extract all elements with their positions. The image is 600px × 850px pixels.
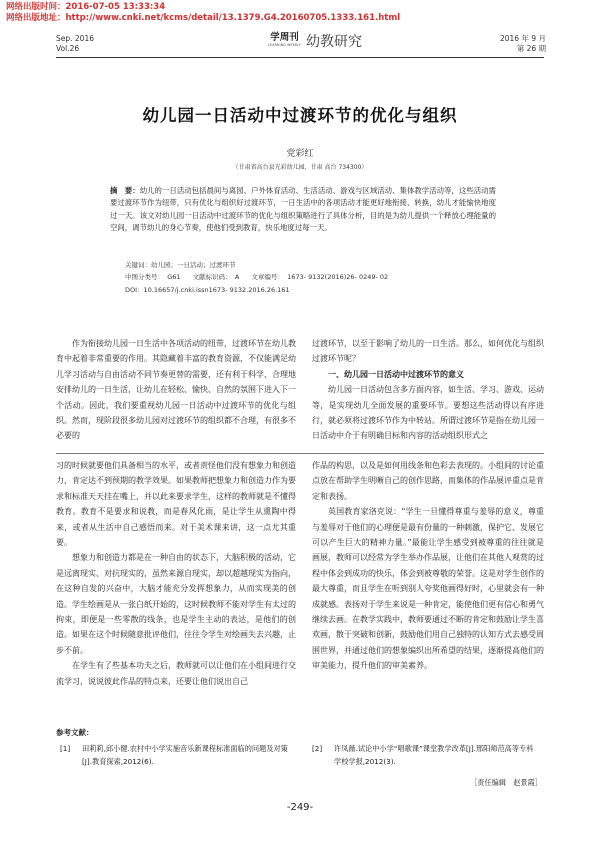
journal-brand: 学周刊 bbox=[270, 32, 299, 43]
journal-brand-sub: LEARNING WEEKLY bbox=[268, 43, 301, 47]
prev-article-col2 bbox=[312, 458, 544, 674]
abstract bbox=[110, 185, 496, 234]
header-issue-left bbox=[56, 34, 94, 53]
section-heading: 一、幼儿园一日活动中过渡环节的意义 bbox=[328, 369, 464, 379]
reference-number: [1] bbox=[60, 744, 71, 753]
body-paragraph: 过渡环节，以至于影响了幼儿的一日生活。那么，如何优化与组织过渡环节呢？ bbox=[312, 339, 544, 364]
header-issue-right bbox=[500, 34, 546, 53]
doi: DOI：10.16657/j.cnki.issn1673- 9132.2016.26.161 bbox=[125, 285, 290, 294]
reference-item bbox=[312, 742, 538, 768]
header-date-cn: 2016 年 9 月 bbox=[499, 34, 546, 43]
article-title: 幼儿园一日活动中过渡环节的优化与组织 bbox=[142, 106, 458, 125]
header-volume: Vol.26 bbox=[56, 43, 80, 53]
body-paragraph: 作为衔接幼儿园一日生活中各项活动的纽带，过渡环节在幼儿教育中起着非常重要的作用。其隐藏着丰富的教育资源，不仅能满足幼儿学习活动与自由活动不同节奏更替的需要，还有利于科学、合理地安排幼儿的一日生活，让幼儿在轻松、愉快、自然的氛围下进入下一个活动。因此，我们要重视幼儿园一日活动中过渡环节的优化与组织。然而，现阶段很多幼儿园对过渡环节的组织都不合理，有很多不必要的 bbox=[56, 339, 296, 441]
publish-time: 网络出版时间：2016-07-05 13:33:34 bbox=[6, 2, 166, 12]
classification-line bbox=[125, 271, 505, 283]
body-paragraph: 作品的构思，以及是如何用线条和色彩去表现的。小组间的讨论重点放在帮助学生明晰自己的创作思路，而集体的作品展评重点是肯定和表扬。 bbox=[312, 461, 544, 501]
abstract-label: 摘 要： bbox=[110, 186, 140, 195]
article-separator bbox=[56, 453, 544, 454]
body-paragraph: 习的时候就要他们具备相当的水平，或者责怪他们没有想象力和创造力，肯定达不到预期的教学效果。如果教师把想象力和创造力作为要求和标准天天挂在嘴上，并以此来要求学生，这样的教师就是不懂得教育。教育不是要求和说教，而是春风化雨，是让学生从熏陶中得来，或者从生活中自己感悟而来。对于美术课来讲，这一点尤其重要。 bbox=[56, 461, 296, 548]
journal-masthead bbox=[268, 32, 362, 52]
body-paragraph: 英国教育家洛克说：“学生一旦懂得尊重与羞辱的意义，尊重与羞辱对于他们的心理便是最有份量的一种刺激，保护它、发展它可以产生巨大的精神力量。”最能让学生感受到被尊重的往往就是画展，教师可以经常为学生举办作品展，让他们在其他人观赏的过程中体会到成功的快乐，体会到被尊敬的荣誉。这是对学生创作的最大尊重，而且学生在听到别人夸奖他画得好时，心里就会有一种成就感。表扬对于学生来说是一种肯定，能使他们更有信心和勇气继续去画。在教学实践中，教师要通过不断的肯定和鼓励让学生喜欢画，散于突破和创新，鼓励他们用自己独特的认知方式去感受周围世界，并通过他们的想象编织出所希望的结果，逐渐提高他们的审美能力，提升他们的审美素养。 bbox=[312, 507, 544, 671]
section-name: 幼教研究 bbox=[305, 34, 362, 50]
body-paragraph: 在学生有了些基本功夫之后，教师就可以让他们在小组间进行交流学习，说说彼此作品的特点来，还要让他们说出自己 bbox=[56, 661, 296, 686]
article-author: 党彩红 bbox=[286, 149, 314, 159]
header-issue-no: 第 26 期 bbox=[516, 43, 546, 53]
article-body-col2 bbox=[312, 336, 544, 444]
document-code: 文献标识码： A bbox=[192, 273, 240, 282]
responsible-editor: ［责任编辑 赵景霞］ bbox=[470, 778, 542, 787]
body-paragraph: 想象力和创造力都是在一种自由的状态下，大脑积极的活动，它是远离现实、对抗现实的，虽然来源自现实，却以超越现实为指向，在这种自发的兴奋中，大脑才能充分发挥想象力，从而实现美的创造。学生绘画是从一张白纸开始的，这时候教师不能对学生有太过的拘束，即便是一些零散的线条，也是学生主动的表达，是他们的创造。如果在这个时候随意批评他们，往往令学生对绘画失去兴趣，止步不前。 bbox=[56, 553, 296, 655]
author-affiliation: （甘肃省高台县光彩幼儿园，甘肃 高台 734300） bbox=[232, 164, 368, 171]
reference-number: [2] bbox=[312, 744, 323, 753]
reference-item bbox=[60, 742, 292, 768]
online-publish-stamp bbox=[6, 2, 400, 23]
abstract-text: 幼儿的一日活动包括晨间与离园、户外体育活动、生活活动、游戏与区域活动、集体教学活动等，这些活动需要过渡环节作为纽带，只有优化与组织好过渡环节，一日生活中的各项活动才能更好地衔接、转换，幼儿才能愉快地度过一天。该文对幼儿园一日活动中过渡环节的优化与组织策略进行了具体分析，目的是为幼儿提供一个释放心理能量的空间，调节幼儿的身心节奏，使他们受到教育，快乐地度过每一天。 bbox=[110, 186, 496, 232]
article-body-col1 bbox=[56, 336, 296, 444]
keywords: 关键词：幼儿园；一日活动；过渡环节 bbox=[125, 261, 236, 269]
article-number: 文章编号： 1673- 9132(2016)26- 0249- 02 bbox=[251, 273, 389, 282]
references-heading: 参考文献： bbox=[56, 728, 94, 737]
article-metadata bbox=[125, 259, 505, 296]
header-divider bbox=[56, 57, 544, 58]
publish-url[interactable]: 网络出版地址：http://www.cnki.net/kcms/detail/13.1379.G4.20160705.1333.161.html bbox=[6, 12, 401, 23]
reference-text: 田莉莉,邱小健.农村中小学实施音乐新课程标准面临的问题及对策[J].教育探索,2012(6). bbox=[82, 744, 288, 766]
reference-text: 许凤薇.试论中小学“唱歌课”课堂教学改革[J].邢阳师范高等专科学校学报,2012(3). bbox=[334, 744, 534, 766]
prev-article-col1 bbox=[56, 458, 296, 689]
journal-logo bbox=[268, 32, 301, 48]
clc-number: 中图分类号： G61 bbox=[125, 273, 181, 282]
body-paragraph: 幼儿园一日活动包含多方面内容，如生活、学习、游戏、运动等，是实现幼儿全面发展的重要环节。要想这些活动得以有序进行，就必须将过渡环节作为中转站。所谓过渡环节是指在幼儿园一日活动中介于有明确目标和内容的活动组织形式之 bbox=[312, 385, 544, 441]
header-date-en: Sep. 2016 bbox=[56, 34, 94, 43]
page-number: -249- bbox=[286, 802, 314, 813]
